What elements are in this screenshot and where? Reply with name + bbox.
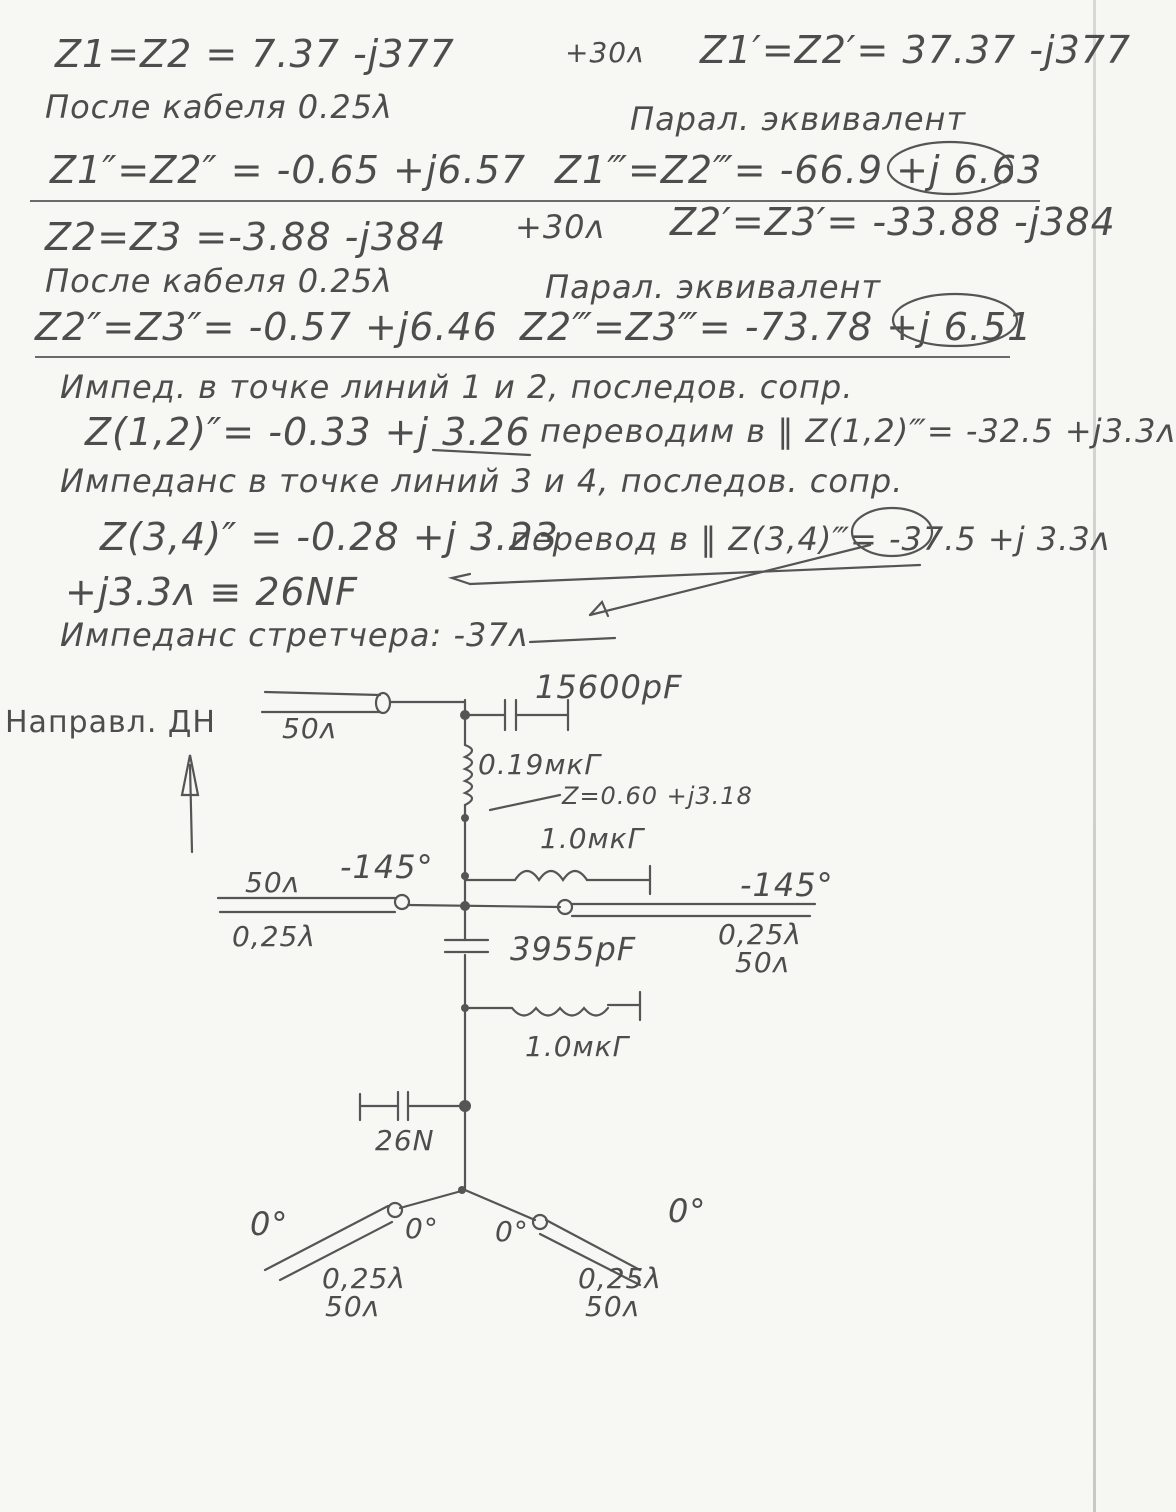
node-z [461, 814, 469, 822]
cap-mid-label: 3955pF [510, 930, 637, 968]
underline-z12 [433, 450, 530, 455]
direction-label: Направл. ДН [5, 705, 216, 740]
arrow-line-2 [590, 545, 870, 615]
calc-line-4c: Z2′=Z3′= -33.88 -j384 [670, 200, 1116, 244]
top-line-impedance: 50ᴧ [282, 712, 338, 745]
node-top [460, 710, 470, 720]
calc-line-1c: Z1′=Z2′= 37.37 -j377 [700, 28, 1132, 72]
phase-center-left: 0° [405, 1212, 439, 1245]
cap-low-label: 26N [375, 1124, 435, 1157]
calc-line-6b: Z2‴=Z3‴= -73.78 +j 6.51 [520, 305, 1033, 349]
calc-line-5: После кабеля 0.25λ [45, 262, 393, 300]
phase-far-left: 0° [250, 1205, 289, 1243]
inductor-mid-coil [515, 871, 587, 880]
phase-center-right: 0° [495, 1215, 529, 1248]
inductor-mid-label: 1.0мкГ [540, 822, 645, 855]
node-26n [459, 1100, 471, 1112]
calc-line-3a: Z1″=Z2″ = -0.65 +j6.57 [50, 148, 527, 192]
calc-line-6a: Z2″=Z3″= -0.57 +j6.46 [35, 305, 498, 349]
z-note-label: Z=0.60 +j3.18 [562, 782, 753, 810]
right-phase-label: -145° [740, 866, 834, 904]
calc-line-2b: Парал. эквивалент [630, 100, 967, 138]
branch-right-end [533, 1215, 547, 1229]
arrow-line-1 [470, 565, 920, 584]
left-line-end [395, 895, 409, 909]
inductor-low-coil [512, 1008, 608, 1016]
calc-line-9: Импеданс в точке линий 3 и 4, последов. сопр. [60, 462, 904, 500]
direction-arrow-shaft [190, 765, 192, 852]
calc-line-8b: переводим в ‖ Z(1,2)‴= -32.5 +j3.3ᴧ [540, 412, 1176, 450]
calc-line-5b: Парал. эквивалент [545, 268, 882, 306]
calc-line-10b: перевод в ‖ Z(3,4)‴= -37.5 +j 3.3ᴧ [510, 520, 1111, 558]
bottom-right-length: 0,25λ [578, 1262, 662, 1295]
branch-left-end [388, 1203, 402, 1217]
calc-line-4a: Z2=Z3 =-3.88 -j384 [45, 215, 447, 259]
z-note-pointer [490, 795, 560, 810]
left-line-impedance: 50ᴧ [245, 866, 301, 899]
node-split [458, 1186, 466, 1194]
bottom-left-impedance: 50ᴧ [325, 1290, 381, 1323]
underline-37 [530, 638, 615, 642]
calc-line-1b: +30ᴧ [565, 36, 645, 69]
highlight-ellipse-2 [893, 294, 1017, 346]
calc-line-1a: Z1=Z2 = 7.37 -j377 [55, 32, 455, 76]
calc-line-12: Импеданс стретчера: -37ᴧ [60, 616, 529, 654]
center-wire [408, 905, 560, 907]
left-line-length: 0,25λ [232, 920, 316, 953]
bottom-left-length: 0,25λ [322, 1262, 406, 1295]
inductor-low-label: 1.0мкГ [525, 1030, 630, 1063]
cap-top-label: 15600pF [535, 668, 683, 706]
arrow-head-1 [452, 574, 470, 584]
calc-line-11: +j3.3ᴧ ≡ 26NF [65, 570, 358, 614]
calc-line-4b: +30ᴧ [515, 208, 606, 246]
inductor-top-coil [465, 745, 472, 805]
phase-far-right: 0° [668, 1192, 707, 1230]
calc-line-3b: Z1‴=Z2‴= -66.9 +j 6.63 [555, 148, 1043, 192]
highlight-ellipse-1 [888, 142, 1012, 194]
left-phase-label: -145° [340, 848, 434, 886]
bottom-right-impedance: 50ᴧ [585, 1290, 641, 1323]
calc-line-2: После кабеля 0.25λ [45, 88, 393, 126]
right-line-length: 0,25λ [718, 918, 802, 951]
node-mid-upper [461, 872, 469, 880]
calc-line-10a: Z(3,4)″ = -0.28 +j 3.23 [100, 515, 559, 559]
top-line-upper [265, 692, 380, 695]
calc-line-8a: Z(1,2)″= -0.33 +j 3.26 [85, 410, 531, 454]
top-line-end [376, 693, 390, 713]
node-junction [460, 901, 470, 911]
highlight-ellipse-3 [852, 508, 932, 556]
calc-line-7: Импед. в точке линий 1 и 2, последов. сопр. [60, 368, 854, 406]
branch-left-wire [400, 1190, 465, 1208]
right-line-impedance: 50ᴧ [735, 946, 791, 979]
inductor-top-label: 0.19мкГ [478, 748, 601, 781]
node-low [461, 1004, 469, 1012]
